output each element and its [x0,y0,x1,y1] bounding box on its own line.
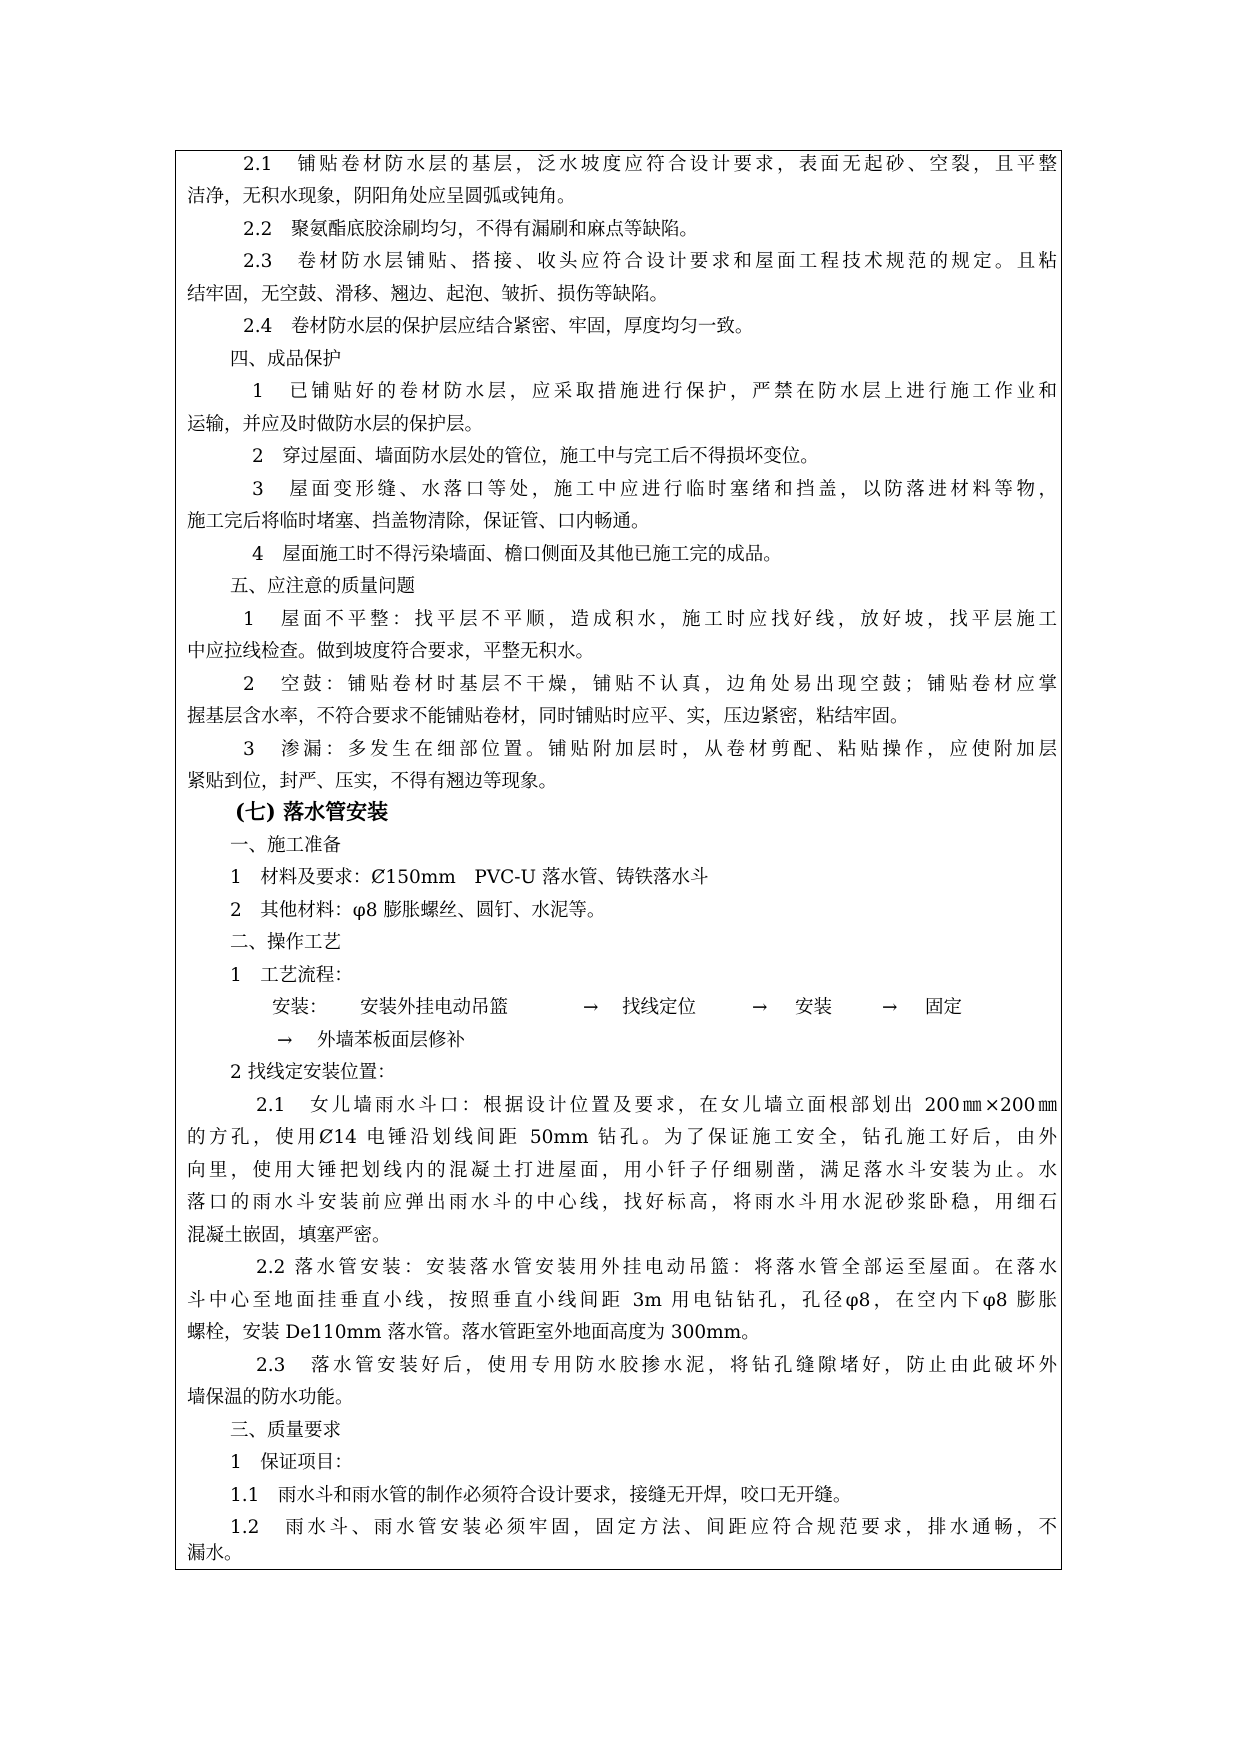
paragraph-line: 2.3 落水管安装好后，使用专用防水胶掺水泥，将钻孔缝隙堵好，防止由此破坏外 [256,1355,1057,1376]
paragraph-line: 洁净，无积水现象，阴阳角处应呈圆弧或钝角。 [187,186,576,207]
paragraph-line: 紧贴到位，封严、压实，不得有翘边等现象。 [187,771,558,792]
paragraph-line: 4 屋面施工时不得污染墙面、檐口侧面及其他已施工完的成品。 [252,544,782,565]
paragraph-line: 2.1 女儿墙雨水斗口：根据设计位置及要求，在女儿墙立面根部划出 200㎜×200㎜ [256,1095,1057,1116]
paragraph-line: 墙保温的防水功能。 [187,1387,354,1408]
section-title: 一、施工准备 [230,835,342,856]
paragraph-line: 漏水。 [187,1543,243,1564]
paragraph-line: 斗中心至地面挂垂直小线，按照垂直小线间距 3m 用电钻钻孔，孔径φ8，在空内下φ8 膨胀 [187,1290,1057,1311]
paragraph-line: 2.2 聚氨酯底胶涂刷均匀，不得有漏刷和麻点等缺陷。 [243,219,698,240]
paragraph-line: 1 保证项目： [230,1452,353,1473]
paragraph-line: 2 穿过屋面、墙面防水层处的管位，施工中与完工后不得损坏变位。 [252,446,819,467]
flow-step: 找线定位 [622,997,697,1018]
arrow-icon: → [277,1030,293,1051]
paragraph-line: 1.1 雨水斗和雨水管的制作必须符合设计要求，接缝无开焊，咬口无开缝。 [230,1485,852,1506]
paragraph-line: 1 已铺贴好的卷材防水层，应采取措施进行保护，严禁在防水层上进行施工作业和 [252,381,1057,402]
paragraph-line: 结牢固，无空鼓、滑移、翘边、起泡、皱折、损伤等缺陷。 [187,284,669,305]
paragraph-line: 1 材料及要求：Ȼ150mm PVC-U 落水管、铸铁落水斗 [230,867,709,888]
paragraph-line: 落口的雨水斗安装前应弹出雨水斗的中心线，找好标高，将雨水斗用水泥砂浆卧稳，用细石 [187,1192,1057,1213]
flow-label: 安装： [272,997,328,1018]
paragraph-line: 2 空鼓：铺贴卷材时基层不干燥，铺贴不认真，边角处易出现空鼓；铺贴卷材应掌 [243,674,1057,695]
paragraph-line: 1 屋面不平整：找平层不平顺，造成积水，施工时应找好线，放好坡，找平层施工 [243,609,1057,630]
paragraph-line: 3 渗漏：多发生在细部位置。铺贴附加层时，从卷材剪配、粘贴操作，应使附加层 [243,739,1057,760]
flow-step: 安装外挂电动吊篮 [360,997,509,1018]
paragraph-line: 2.1 铺贴卷材防水层的基层，泛水坡度应符合设计要求，表面无起砂、空裂，且平整 [243,154,1057,175]
flow-step: 安装 [795,997,833,1018]
arrow-icon: → [752,997,768,1018]
paragraph-line: 中应拉线检查。做到坡度符合要求，平整无积水。 [187,641,595,662]
paragraph-line: 2 其他材料：φ8 膨胀螺丝、圆钉、水泥等。 [230,900,606,921]
paragraph-line: 的方孔，使用Ȼ14 电锤沿划线间距 50mm 钻孔。为了保证施工安全，钻孔施工好后，由外 [187,1127,1057,1148]
paragraph-line: 螺栓，安装 De110mm 落水管。落水管距室外地面高度为 300mm。 [187,1322,760,1343]
paragraph-line: 1.2 雨水斗、雨水管安装必须牢固，固定方法、间距应符合规范要求，排水通畅，不 [230,1517,1057,1538]
section-title: 二、操作工艺 [230,932,342,953]
chapter-heading: (七) 落水管安装 [235,799,389,824]
paragraph-line: 2 找线定安装位置： [230,1062,396,1083]
paragraph-line: 2.2 落水管安装：安装落水管安装用外挂电动吊篮：将落水管全部运至屋面。在落水 [256,1257,1057,1278]
paragraph-line: 3 屋面变形缝、水落口等处，施工中应进行临时塞绪和挡盖，以防落进材料等物， [252,479,1057,500]
flow-step: 外墙苯板面层修补 [317,1030,466,1051]
flow-step: 固定 [925,997,963,1018]
paragraph-line: 2.3 卷材防水层铺贴、搭接、收头应符合设计要求和屋面工程技术规范的规定。且粘 [243,251,1057,272]
paragraph-line: 运输，并应及时做防水层的保护层。 [187,414,484,435]
paragraph-line: 2.4 卷材防水层的保护层应结合紧密、牢固，厚度均匀一致。 [243,316,754,337]
section-title: 三、质量要求 [230,1420,342,1441]
section-title: 五、应注意的质量问题 [230,576,416,597]
arrow-icon: → [882,997,898,1018]
process-flow-continued [0,1030,1241,1052]
paragraph-line: 1 工艺流程： [230,965,353,986]
arrow-icon: → [583,997,599,1018]
section-title: 四、成品保护 [230,349,342,370]
paragraph-line: 向里，使用大锤把划线内的混凝土打进屋面，用小钎子仔细剔凿，满足落水斗安装为止。水 [187,1160,1057,1181]
paragraph-line: 握基层含水率，不符合要求不能铺贴卷材，同时铺贴时应平、实，压边紧密，粘结牢固。 [187,706,909,727]
process-flow [0,997,1241,1019]
paragraph-line: 混凝土嵌固，填塞严密。 [187,1225,391,1246]
paragraph-line: 施工完后将临时堵塞、挡盖物清除，保证管、口内畅通。 [187,511,650,532]
